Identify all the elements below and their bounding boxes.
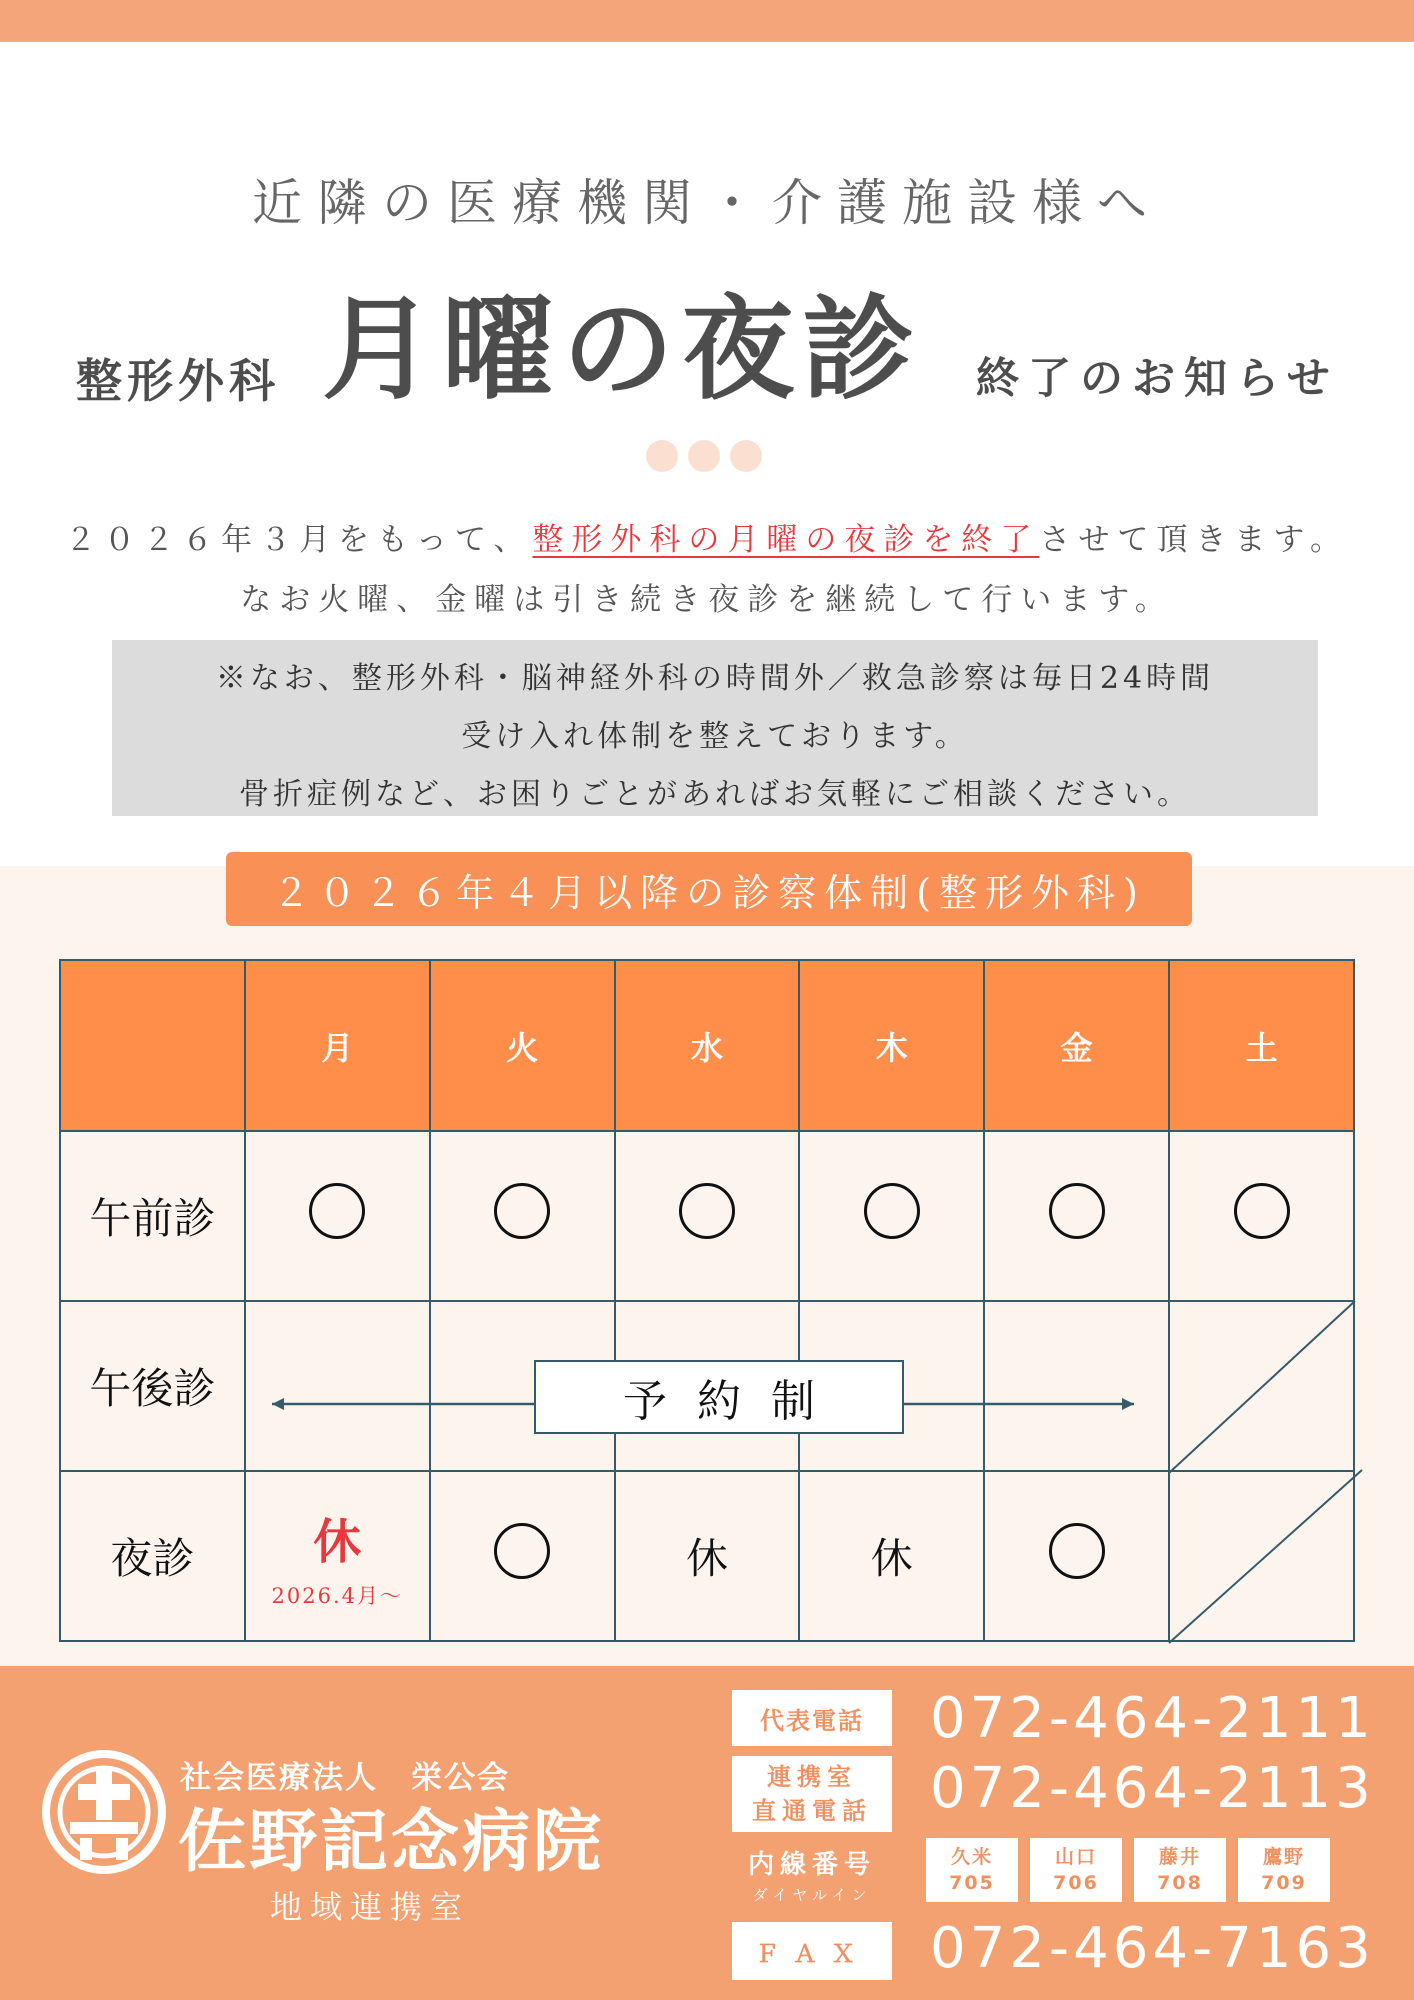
notice-box [112, 640, 1318, 816]
notice-line: 骨折症例など、お困りごとがあればお気軽にご相談ください。 [239, 777, 1191, 812]
open-circle-icon [1234, 1183, 1290, 1239]
extension-number: 708 [1157, 1872, 1203, 1894]
extension-box [926, 1838, 1018, 1902]
day-header: 水 [615, 960, 800, 1131]
open-circle-icon [494, 1183, 550, 1239]
open-circle-icon [1049, 1523, 1105, 1579]
open-circle-icon [679, 1183, 735, 1239]
cell-reservation [984, 1301, 1169, 1471]
message-highlight: 整形外科の月曜の夜診を終了 [532, 522, 1040, 558]
day-header: 土 [1169, 960, 1354, 1131]
intro-heading: 近隣の医療機関・介護施設様へ [252, 174, 1162, 232]
headline-suffix: 終了のお知らせ [976, 354, 1339, 404]
schedule-title: ２０２６年４月以降の診察体制(整形外科) [226, 852, 1192, 926]
headline [0, 285, 1414, 425]
extension-box [1238, 1838, 1330, 1902]
dot [730, 440, 762, 472]
cell-open [799, 1131, 984, 1301]
cell-open [1169, 1131, 1354, 1301]
extension-number: 706 [1053, 1872, 1099, 1894]
cell-closed: 休 [799, 1471, 984, 1641]
extension-name: 久米 [950, 1846, 993, 1868]
liaison-phone-number[interactable]: 072-464-2113 [930, 1756, 1375, 1821]
notice-line: ※なお、整形外科・脳神経外科の時間外／救急診察は毎日24時間 [215, 661, 1215, 696]
headline-prefix: 整形外科 [76, 354, 280, 408]
row-label: 午前診 [60, 1131, 245, 1301]
cell-open [245, 1131, 430, 1301]
extension-name: 鷹野 [1262, 1846, 1305, 1868]
cell-open [430, 1471, 615, 1641]
extension-box [1030, 1838, 1122, 1902]
main-phone-label: 代表電話 [732, 1690, 892, 1746]
dot [646, 440, 678, 472]
department-name: 地域連携室 [270, 1888, 471, 1926]
row-label: 午後診 [60, 1301, 245, 1471]
extension-label: 内線番号 [747, 1850, 876, 1880]
organization-name: 社会医療法人 栄公会 [180, 1760, 510, 1796]
footer [0, 1666, 1414, 2000]
reservation-label: 予約制 [534, 1360, 904, 1434]
liaison-phone-label [732, 1756, 892, 1832]
day-header: 木 [799, 960, 984, 1131]
message-line-2: なお火曜、金曜は引き続き夜診を継続して行います。 [240, 582, 1174, 618]
extension-name: 藤井 [1158, 1846, 1201, 1868]
notice-line: 受け入れ体制を整えております。 [461, 719, 969, 754]
row-label: 夜診 [60, 1471, 245, 1641]
day-header: 金 [984, 960, 1169, 1131]
header-corner [60, 960, 245, 1131]
extension-sublabel: ダイヤルイン [752, 1886, 872, 1904]
message-post: させて頂きます。 [1039, 522, 1349, 558]
liaison-label-line: 連携室 [767, 1763, 857, 1791]
cell-open [615, 1131, 800, 1301]
top-band [0, 0, 1414, 42]
cell-not-applicable [1169, 1471, 1354, 1641]
fax-number[interactable]: 072-464-7163 [930, 1916, 1375, 1981]
day-header: 火 [430, 960, 615, 1131]
extension-name: 山口 [1054, 1846, 1097, 1868]
open-circle-icon [1049, 1183, 1105, 1239]
cell-closed-monday [245, 1471, 430, 1641]
main-phone-number[interactable]: 072-464-2111 [930, 1686, 1375, 1751]
cell-open [984, 1471, 1169, 1641]
message-pre: ２０２６年３月をもって、 [65, 522, 533, 558]
cell-closed: 休 [615, 1471, 800, 1641]
monday-night-note: 2026.4月～ [271, 1583, 403, 1608]
extension-box [1134, 1838, 1226, 1902]
monday-night-closed: 休 [313, 1513, 362, 1570]
cell-not-applicable [1169, 1301, 1354, 1471]
extension-number: 705 [949, 1872, 995, 1894]
open-circle-icon [494, 1523, 550, 1579]
decorative-dots [646, 440, 762, 472]
open-circle-icon [309, 1183, 365, 1239]
hospital-logo-icon [40, 1748, 168, 1876]
day-header: 月 [245, 960, 430, 1131]
liaison-label-line: 直通電話 [752, 1797, 872, 1825]
extension-number: 709 [1261, 1872, 1307, 1894]
hospital-name: 佐野記念病院 [178, 1803, 605, 1882]
dot [688, 440, 720, 472]
fax-label: ＦＡＸ [732, 1922, 892, 1980]
cell-reservation [245, 1301, 430, 1471]
cell-open [984, 1131, 1169, 1301]
table-row-morning [60, 1131, 1354, 1301]
message-line-1 [0, 514, 1414, 559]
table-header-row [60, 960, 1354, 1131]
headline-main: 月曜の夜診 [322, 284, 922, 415]
cell-open [430, 1131, 615, 1301]
table-row-night [60, 1471, 1354, 1641]
schedule-table [59, 959, 1355, 1642]
open-circle-icon [864, 1183, 920, 1239]
